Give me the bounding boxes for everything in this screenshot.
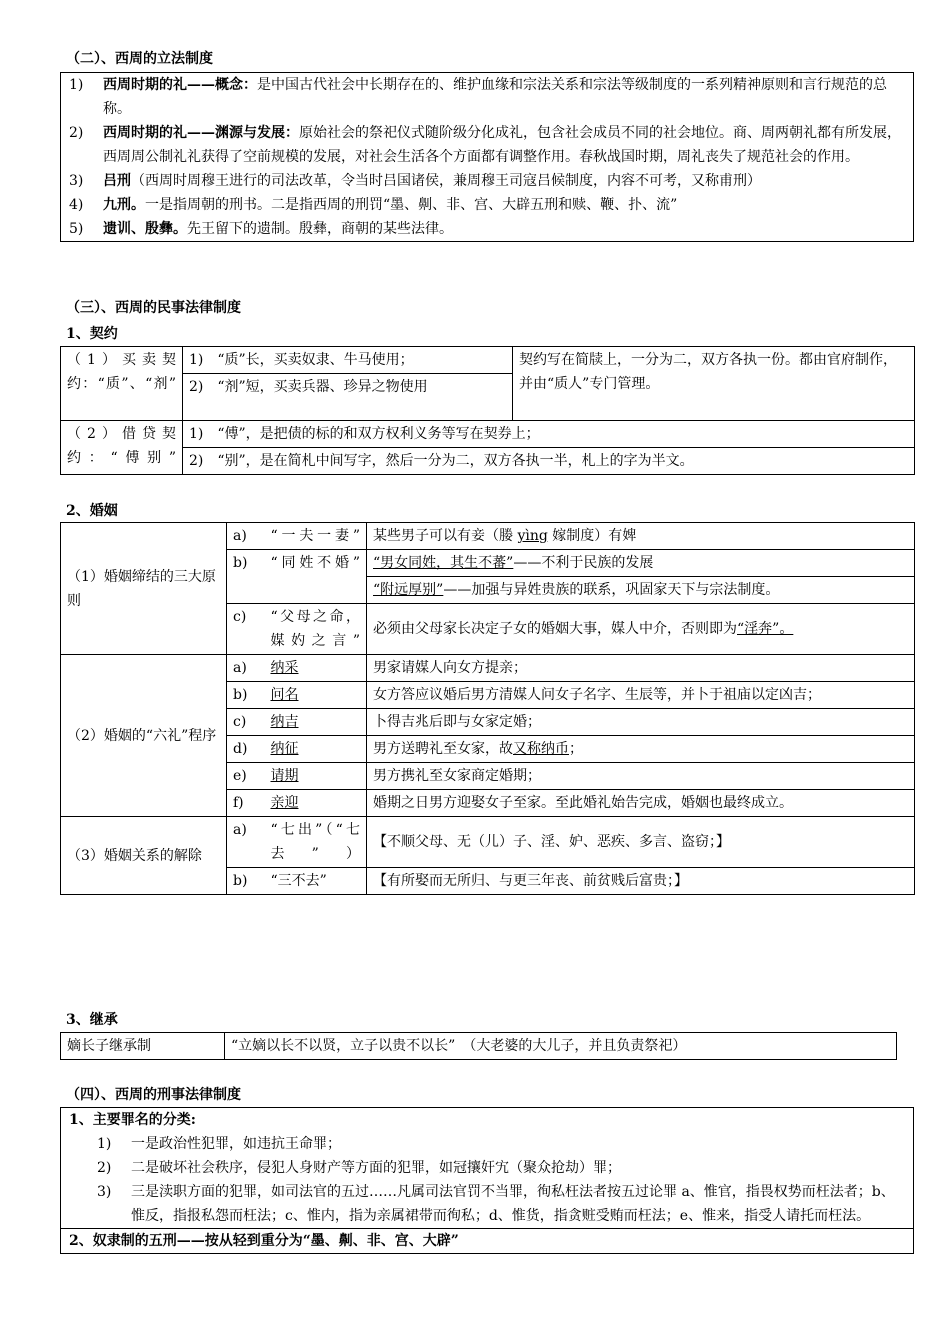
parents-order-desc: 必须由父母家长决定子女的婚姻大事，媒人中介，否则即为“淫奔”。 [367, 604, 915, 655]
list-item: 2) 二是破坏社会秩序，侵犯人身财产等方面的犯罪，如冠攘奸宄（聚众抢劫）罪； [97, 1160, 621, 1176]
list-item: 2) 西周时期的礼——渊源与发展：原始社会的祭祀仪式随阶级分化成礼，包含社会成员不同的社会地位。商、周两朝礼都有所发展，西周周公制礼礼获得了空前规模的发展，对社会生活各个方面都有调整作用。春秋战国时期，周礼丧失了规范社会的作用。 [69, 125, 901, 165]
list-item: 3) 三是渎职方面的犯罪，如司法官的五过……凡属司法官罚不当罪，徇私枉法者按五过论罪 a、惟官，指畏权势而枉法者；b、惟反，指报私怨而枉法；c、惟内，指为亲属裙带而徇私；d、惟货，指贪赃受贿而枉法；e、惟来，指受人请托而枉法。 [97, 1184, 895, 1224]
list-item: 4) 九刑。一是指周朝的刑书。二是指西周的刑罚“墨、劓、非、宫、大辟五刑和赎、鞭、扑、流” [69, 197, 678, 213]
rite-name: 纳征 [270, 741, 299, 757]
section-3-title: （三）、西周的民事法律制度 [66, 300, 241, 316]
rite-name: 请期 [270, 768, 299, 784]
same-surname-reason-1: “男女同姓，其生不蕃”——不利于民族的发展 [367, 550, 915, 577]
loan-contract-label: （2）借贷契约：“傅别” [67, 426, 176, 466]
seven-outs-desc: 【不顺父母、无（儿）子、淫、妒、恶疾、多言、盗窃；】 [367, 817, 915, 868]
sale-item-1: 1) “质”长，买卖奴隶、牛马使用； [183, 347, 513, 374]
marriage-title: 2、婚姻 [66, 503, 118, 519]
list-item: 3) 吕刑（西周时周穆王进行的司法改革，令当时吕国诸侯，兼周穆王司寇吕候制度，内容不可考，又称甫刑） [69, 173, 761, 189]
marriage-table: （1）婚姻缔结的三大原则 a) “一夫一妻” 某些男子可以有妾（媵 yìng 嫁制度）有婢 b) “同姓不婚” “男女同姓，其生不蕃”——不利于民族的发展 “附远厚别”——加强与异姓贵族的联系，巩固家天下与宗法制度。 c) “父母之命，媒妁之言” 必须由父母家长决定子女的婚姻大事，媒人中介，否则即为“淫奔”。 （2）婚姻的“六礼”程序 a) 纳采 男家请媒人向女方提亲； b) 问名 女方答应议婚后男方清媒人问女子名字、生辰等，并卜于祖庙以定凶吉； c) 纳吉 卜得吉兆后即与女家定婚； d) 纳征 男方送聘礼至女家，故又称纳币； e) 请期 男方携礼至女家商定婚期； f) 亲迎 婚期之日男方迎娶女子至家。至此婚礼始告完成，婚姻也最终成立。 （3）婚姻关系的解除 a) “七出”（“七去”） 【不顺父母、无（儿）子、淫、妒、恶疾、多言、盗窃；】 b) “三不去” 【有所娶而无所归、与更三年丧、前贫贱后富贵；】 [60, 522, 915, 895]
sale-contract-label: （1）买卖契约：“质”、“剂” [67, 352, 176, 392]
list-item: 5) 遗训、殷彝。先王留下的遗制。殷彝，商朝的某些法律。 [69, 221, 453, 237]
sale-note: 契约写在简牍上，一分为二，双方各执一份。都由官府制作，并由“质人”专门管理。 [513, 347, 915, 421]
rite-desc: 男方携礼至女家商定婚期； [367, 763, 915, 790]
legislation-list [69, 73, 905, 241]
same-surname-reason-2: “附远厚别”——加强与异姓贵族的联系，巩固家天下与宗法制度。 [367, 577, 915, 604]
list-item: 1) 西周时期的礼——概念：是中国古代社会中长期存在的、维护血缘和宗法关系和宗法等级制度的一系列精神原则和言行规范的总称。 [69, 77, 887, 117]
principle-same-surname: “同姓不婚” [270, 555, 360, 571]
loan-item-2: 2) “别”，是在简札中间写字，然后一分为二，双方各执一半，札上的字为半文。 [183, 448, 915, 475]
section-4-title: （四）、西周的刑事法律制度 [66, 1087, 241, 1103]
three-not-out-desc: 【有所娶而无所归、与更三年丧、前贫贱后富贵；】 [367, 868, 915, 895]
loan-item-1: 1) “傅”，是把债的标的和双方权利义务等写在契券上； [183, 421, 915, 448]
rite-desc: 婚期之日男方迎娶女子至家。至此婚礼始告完成，婚姻也最终成立。 [367, 790, 915, 817]
rite-name: 亲迎 [270, 795, 299, 811]
inheritance-title: 3、继承 [66, 1012, 118, 1028]
rite-desc: 卜得吉兆后即与女家定婚； [367, 709, 915, 736]
legislation-table [60, 72, 914, 242]
rite-desc: 女方答应议婚后男方清媒人问女子名字、生辰等，并卜于祖庙以定凶吉； [367, 682, 915, 709]
principle-monogamy: “一夫一妻” [270, 528, 360, 544]
rite-name: 问名 [270, 687, 299, 703]
rite-desc: 男方送聘礼至女家，故又称纳币； [367, 736, 915, 763]
principle-monogamy-desc: 某些男子可以有妾（媵 yìng 嫁制度）有婢 [367, 523, 915, 550]
criminal-table [60, 1107, 914, 1254]
rite-name: 纳采 [270, 660, 299, 676]
inheritance-table [60, 1032, 897, 1060]
contract-table [60, 346, 915, 475]
rite-name: 纳吉 [270, 714, 299, 730]
section-2-title: （二）、西周的立法制度 [66, 51, 213, 67]
inheritance-label: 嫡长子继承制 [61, 1033, 225, 1060]
list-item: 1) 一是政治性犯罪，如违抗王命罪； [97, 1136, 341, 1152]
seven-outs: “七出”（“七去”） [270, 822, 360, 862]
dissolution-label: （3）婚姻关系的解除 [61, 817, 227, 895]
rite-desc: 男家请媒人向女方提亲； [367, 655, 915, 682]
five-punishments: 2、奴隶制的五刑——按从轻到重分为“墨、劓、非、宫、大辟” [69, 1233, 459, 1249]
sale-item-2: 2) “剂”短，买卖兵器、珍异之物使用 [183, 374, 513, 421]
contract-title: 1、契约 [66, 326, 118, 342]
principle-parents-order: “父母之命，媒妁之言” [270, 609, 360, 649]
crimes-list [69, 1132, 905, 1228]
inheritance-text: “立嫡以长不以贤，立子以贵不以长” （大老婆的大儿子，并且负责祭祀） [225, 1033, 897, 1060]
three-not-out: “三不去” [265, 868, 367, 895]
crimes-title: 1、主要罪名的分类: [69, 1112, 196, 1128]
principles-label: （1）婚姻缔结的三大原则 [61, 523, 227, 655]
six-rites-label: （2）婚姻的“六礼”程序 [61, 655, 227, 817]
